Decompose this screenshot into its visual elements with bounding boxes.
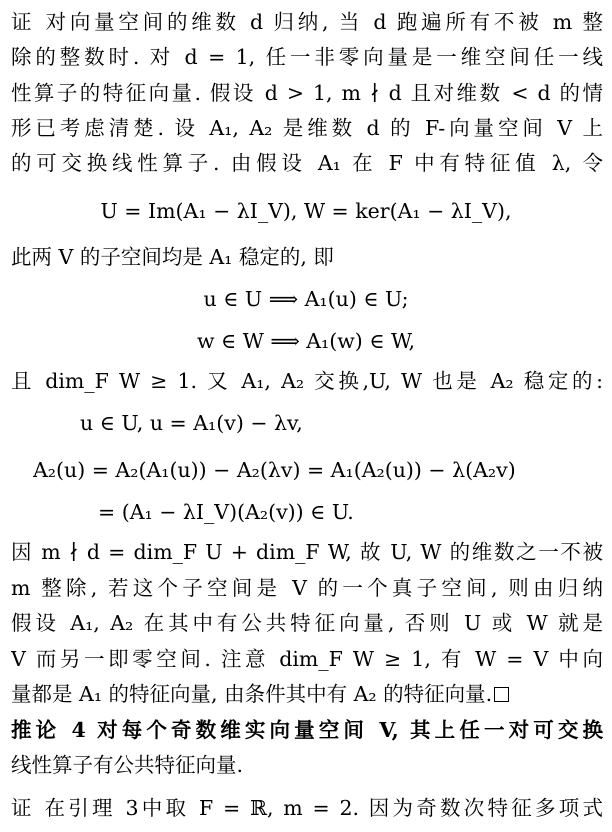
display-equation-6: = (A₁ − λI_V)(A₂(v)) ∈ U. [98, 500, 354, 524]
corollary-text-line: 线性算子有公共特征向量. [11, 753, 244, 777]
text-line-12 [11, 679, 603, 711]
text-line-6: 此两 V 的子空间均是 A₁ 稳定的, 即 [11, 245, 334, 269]
text-line-10: 假设 A₁, A₂ 在其中有公共特征向量, 否则 U 或 W 就是 [11, 611, 603, 635]
display-equation-2: u ∈ U ⟹ A₁(u) ∈ U; [203, 287, 409, 311]
text-line-8: 因 m ∤ d = dim_F U + dim_F W, 故 U, W 的维数之一不被 [11, 540, 603, 564]
proof-text-line: 证 在引理 3中取 F = ℝ, m = 2. 因为奇数次特征多项式 [11, 796, 603, 820]
display-equation-4: u ∈ U, u = A₁(v) − λv, [80, 411, 303, 435]
display-equation-3: w ∈ W ⟹ A₁(w) ∈ W, [196, 329, 416, 353]
text-line-2: 除的整数时. 对 d = 1, 任一非零向量是一维空间任一线 [11, 45, 603, 69]
text-line-4: 形已考虑清楚. 设 A₁, A₂ 是维数 d 的 F-向量空间 V 上 [11, 116, 603, 140]
text-line-7: 且 dim_F W ≥ 1. 又 A₁, A₂ 交换,U, W 也是 A₂ 稳定的: [11, 369, 603, 393]
corollary-heading-line: 推论 4 对每个奇数维实向量空间 V, 其上任一对可交换 [11, 718, 603, 742]
text-line-1: 证 对向量空间的维数 d 归纳, 当 d 跑遍所有不被 m 整 [11, 10, 603, 34]
qed-square-icon [494, 687, 509, 702]
display-equation-1: U = Im(A₁ − λI_V), W = ker(A₁ − λI_V), [100, 199, 512, 223]
display-equation-5: A₂(u) = A₂(A₁(u)) − A₂(λv) = A₁(A₂(u)) − λ(A₂v) [33, 458, 516, 482]
text-line-5: 的可交换线性算子. 由假设 A₁ 在 F 中有特征值 λ, 令 [11, 151, 603, 175]
text-line-11: V 而另一即零空间. 注意 dim_F W ≥ 1, 有 W = V 中向 [11, 647, 603, 671]
text-line-9: m 整除, 若这个子空间是 V 的一个真子空间, 则由归纳 [11, 576, 603, 600]
text-line-3: 性算子的特征向量. 假设 d > 1, m ∤ d 且对维数 < d 的情 [11, 81, 603, 105]
text-line-12-content: 量都是 A₁ 的特征向量, 由条件其中有 A₂ 的特征向量. [11, 682, 493, 706]
